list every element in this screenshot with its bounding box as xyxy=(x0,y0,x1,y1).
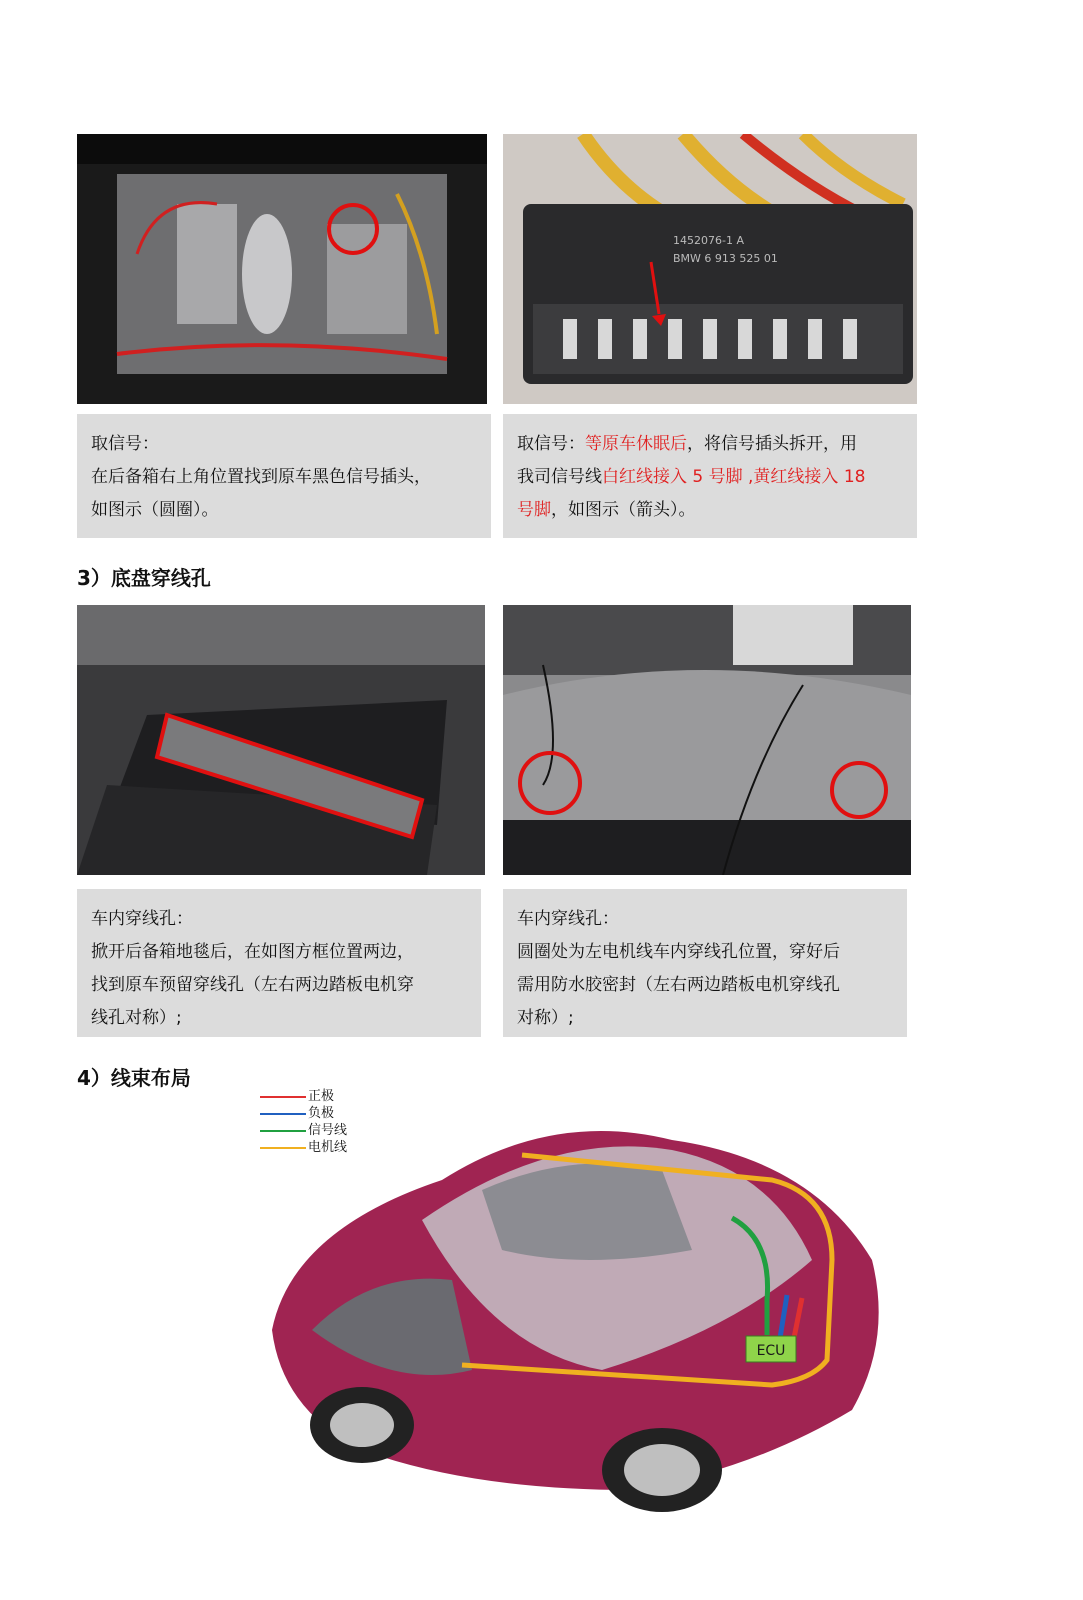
caption-title: 取信号： xyxy=(517,434,585,454)
caption-line: 找到原车预留穿线孔（左右两边踏板电机穿 xyxy=(91,975,414,995)
caption-text: ，如图示（箭头）。 xyxy=(551,500,696,520)
caption-hole-sealing xyxy=(503,889,907,1037)
wire-legend xyxy=(260,1088,347,1156)
legend-label: 正极 xyxy=(308,1089,335,1104)
legend-item-positive xyxy=(260,1088,347,1105)
caption-trunk-holes xyxy=(77,889,481,1037)
caption-trunk-signal xyxy=(77,414,491,538)
caption-line: 圆圈处为左电机线车内穿线孔位置，穿好后 xyxy=(517,942,840,962)
caption-connector-signal xyxy=(503,414,917,538)
trunk-floor-photo xyxy=(77,605,485,875)
legend-label: 信号线 xyxy=(308,1123,348,1138)
caption-title: 车内穿线孔： xyxy=(517,909,619,929)
caption-text: ，将信号插头拆开，用 xyxy=(687,434,857,454)
car-wiring-diagram xyxy=(252,1070,907,1520)
legend-swatch xyxy=(260,1147,306,1149)
caption-line: 在后备箱右上角位置找到原车黑色信号插头， xyxy=(91,467,431,487)
legend-swatch xyxy=(260,1130,306,1132)
legend-item-motor xyxy=(260,1139,347,1156)
highlight-text: 白红线接入 5 号脚 ,黄红线接入 18 xyxy=(602,467,866,487)
caption-line: 掀开后备箱地毯后，在如图方框位置两边， xyxy=(91,942,414,962)
legend-label: 负极 xyxy=(308,1106,335,1121)
caption-title: 取信号： xyxy=(91,434,159,454)
legend-swatch xyxy=(260,1096,306,1098)
legend-item-negative xyxy=(260,1105,347,1122)
legend-swatch xyxy=(260,1113,306,1115)
connector-part-number: 1452076-1 A xyxy=(673,234,744,247)
section-title-harness-layout: 4）线束布局 xyxy=(77,1066,191,1090)
highlight-text: 等原车休眠后 xyxy=(585,434,687,454)
caption-title: 车内穿线孔： xyxy=(91,909,193,929)
caption-text: 我司信号线 xyxy=(517,467,602,487)
caption-line: 如图示（圆圈）。 xyxy=(91,500,219,520)
legend-item-signal xyxy=(260,1122,347,1139)
legend-label: 电机线 xyxy=(308,1140,348,1155)
connector-brand-number: BMW 6 913 525 01 xyxy=(673,252,778,265)
caption-line: 对称）; xyxy=(517,1008,574,1028)
wire-holes-photo xyxy=(503,605,911,875)
section-title-chassis-holes: 3）底盘穿线孔 xyxy=(77,566,211,590)
caption-line: 线孔对称）; xyxy=(91,1008,182,1028)
highlight-text: 号脚 xyxy=(517,500,551,520)
ecu-label: ECU xyxy=(756,1343,786,1359)
caption-line: 需用防水胶密封（左右两边踏板电机穿线孔 xyxy=(517,975,840,995)
trunk-photo xyxy=(77,134,487,404)
connector-photo xyxy=(503,134,917,404)
